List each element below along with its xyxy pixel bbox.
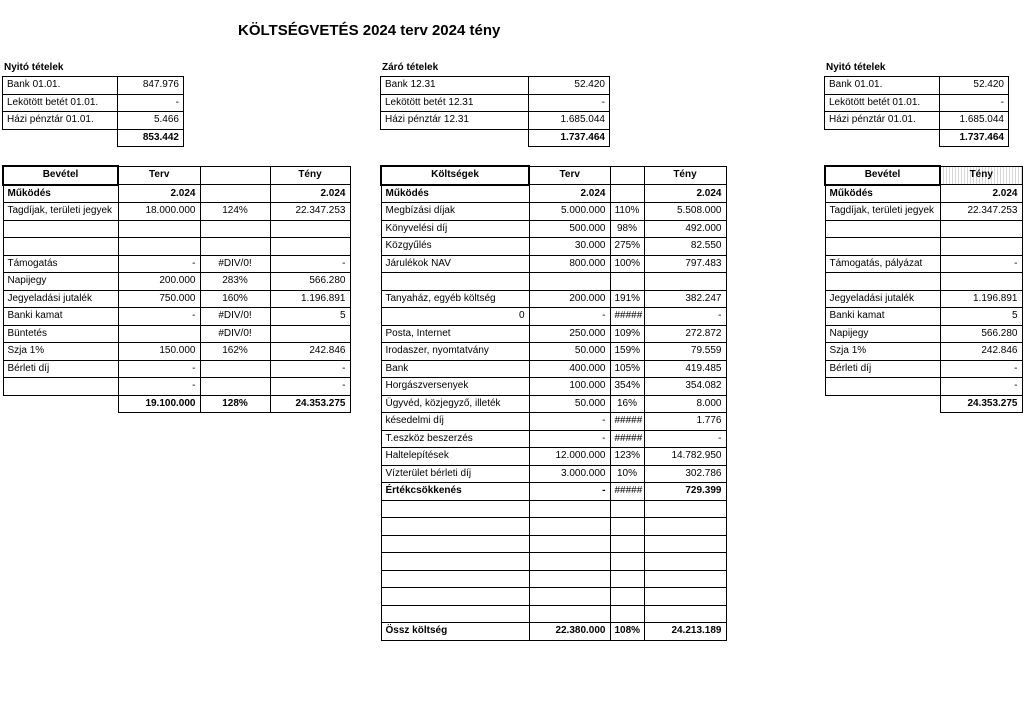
income-total-actual: 24.353.275 — [270, 395, 350, 413]
income-name: Működés — [3, 185, 118, 203]
income-right-row — [825, 220, 1022, 238]
cost-row — [381, 308, 726, 326]
income-name: Bérleti díj — [3, 360, 118, 378]
cost-pct: 191% — [610, 290, 644, 308]
income-actual: - — [270, 378, 350, 396]
cost-plan: 250.000 — [529, 325, 610, 343]
income-total-plan: 19.100.000 — [118, 395, 200, 413]
income-plan — [118, 238, 200, 256]
header-costs: Költségek — [381, 166, 529, 185]
income-pct: #DIV/0! — [200, 308, 270, 326]
cost-plan — [529, 570, 610, 588]
cost-actual: 354.082 — [644, 378, 726, 396]
cost-pct: 110% — [610, 203, 644, 221]
income-name — [3, 220, 118, 238]
balance-name: Bank 12.31 — [381, 77, 529, 95]
income-pct: 162% — [200, 343, 270, 361]
income-actual: - — [270, 255, 350, 273]
header-income: Bevétel — [3, 166, 118, 185]
income-name: Jegyeladási jutalék — [825, 290, 940, 308]
income-actual: 2.024 — [270, 185, 350, 203]
cost-total-row — [381, 623, 726, 641]
cost-plan: 2.024 — [529, 185, 610, 203]
income-right-row — [825, 273, 1022, 291]
cost-plan: 50.000 — [529, 343, 610, 361]
income-name: Napijegy — [3, 273, 118, 291]
cost-pct: 105% — [610, 360, 644, 378]
closing-label: Záró tételek — [382, 62, 439, 73]
income-pct: 283% — [200, 273, 270, 291]
income-row — [3, 273, 350, 291]
header-row — [3, 166, 350, 185]
cost-actual: 492.000 — [644, 220, 726, 238]
cost-name: Tanyaház, egyéb költség — [381, 290, 529, 308]
cost-name — [381, 273, 529, 291]
income-actual: 2.024 — [940, 185, 1022, 203]
cost-row — [381, 553, 726, 571]
income-name: Banki kamat — [825, 308, 940, 326]
cost-pct — [610, 185, 644, 203]
balance-value: 5.466 — [118, 112, 184, 130]
empty-cell — [3, 129, 118, 147]
cost-plan: - — [529, 308, 610, 326]
income-pct: #DIV/0! — [200, 255, 270, 273]
income-row — [3, 378, 350, 396]
cost-pct: 16% — [610, 395, 644, 413]
cost-actual — [644, 273, 726, 291]
income-actual — [940, 238, 1022, 256]
header-actual: Tény — [940, 166, 1022, 185]
income-name: Büntetés — [3, 325, 118, 343]
cost-row — [381, 378, 726, 396]
stray-zero: 0 — [381, 308, 529, 326]
cost-plan — [529, 553, 610, 571]
cost-pct: ##### — [610, 413, 644, 431]
income-pct — [200, 185, 270, 203]
income-name — [825, 220, 940, 238]
income-name: Banki kamat — [3, 308, 118, 326]
header-pct — [610, 166, 644, 185]
cost-row — [381, 500, 726, 518]
income-actual — [940, 273, 1022, 291]
balance-value: 1.685.044 — [529, 112, 610, 130]
cost-actual: 14.782.950 — [644, 448, 726, 466]
cost-pct — [610, 570, 644, 588]
income-actual: - — [940, 360, 1022, 378]
cost-row — [381, 588, 726, 606]
cost-actual: - — [644, 308, 726, 326]
cost-plan: 100.000 — [529, 378, 610, 396]
balance-total: 853.442 — [118, 129, 184, 147]
balance-total: 1.737.464 — [940, 129, 1009, 147]
income-name: Támogatás, pályázat — [825, 255, 940, 273]
opening-label-left: Nyitó tételek — [4, 62, 64, 73]
balance-value: - — [529, 94, 610, 112]
income-name — [3, 238, 118, 256]
income-right-row — [825, 360, 1022, 378]
cost-row — [381, 203, 726, 221]
cost-name: késedelmi díj — [381, 413, 529, 431]
cost-actual: 1.776 — [644, 413, 726, 431]
cost-plan: 800.000 — [529, 255, 610, 273]
cost-name — [381, 518, 529, 536]
header-plan: Terv — [529, 166, 610, 185]
income-actual: 22.347.253 — [270, 203, 350, 221]
cost-name: Megbízási díjak — [381, 203, 529, 221]
cost-plan: 5.000.000 — [529, 203, 610, 221]
balance-name: Házi pénztár 01.01. — [3, 112, 118, 130]
cost-pct — [610, 553, 644, 571]
cost-pct: 98% — [610, 220, 644, 238]
closing-table — [380, 76, 610, 147]
cost-plan — [529, 535, 610, 553]
income-plan: 2.024 — [118, 185, 200, 203]
income-row — [3, 325, 350, 343]
income-row — [3, 220, 350, 238]
cost-name — [381, 535, 529, 553]
cost-row — [381, 518, 726, 536]
income-plan: - — [118, 308, 200, 326]
balance-name: Házi pénztár 12.31 — [381, 112, 529, 130]
cost-name — [381, 553, 529, 571]
balance-value: 847.976 — [118, 77, 184, 95]
cost-pct — [610, 518, 644, 536]
income-actual — [270, 220, 350, 238]
income-actual — [270, 325, 350, 343]
cost-plan: - — [529, 413, 610, 431]
income-row — [3, 290, 350, 308]
cost-actual: 302.786 — [644, 465, 726, 483]
cost-plan: 12.000.000 — [529, 448, 610, 466]
income-name — [825, 378, 940, 396]
cost-plan — [529, 605, 610, 623]
income-actual: 242.846 — [940, 343, 1022, 361]
balance-value: 52.420 — [940, 77, 1009, 95]
income-plan — [118, 325, 200, 343]
balance-total: 1.737.464 — [529, 129, 610, 147]
balance-row — [3, 77, 184, 95]
income-row — [3, 255, 350, 273]
cost-total-pct: 108% — [610, 623, 644, 641]
income-plan: - — [118, 378, 200, 396]
balance-value: 52.420 — [529, 77, 610, 95]
cost-name: Ügyvéd, közjegyző, illeték — [381, 395, 529, 413]
income-pct: #DIV/0! — [200, 325, 270, 343]
cost-pct: 275% — [610, 238, 644, 256]
cost-row — [381, 483, 726, 501]
income-name — [825, 273, 940, 291]
income-name — [3, 378, 118, 396]
income-row — [3, 238, 350, 256]
cost-pct — [610, 535, 644, 553]
income-right-total-row — [825, 395, 1022, 413]
income-actual: 1.196.891 — [940, 290, 1022, 308]
income-right-total: 24.353.275 — [940, 395, 1022, 413]
cost-row — [381, 325, 726, 343]
balance-row — [825, 77, 1009, 95]
income-name: Szja 1% — [825, 343, 940, 361]
cost-pct — [610, 605, 644, 623]
income-row — [3, 185, 350, 203]
cost-actual: - — [644, 430, 726, 448]
balance-row — [3, 94, 184, 112]
cost-actual: 82.550 — [644, 238, 726, 256]
balance-total-row — [381, 129, 610, 147]
cost-row — [381, 185, 726, 203]
cost-actual — [644, 588, 726, 606]
cost-plan: - — [529, 430, 610, 448]
page-title: KÖLTSÉGVETÉS 2024 terv 2024 tény — [238, 22, 501, 39]
cost-plan — [529, 518, 610, 536]
balance-value: - — [118, 94, 184, 112]
income-right-row — [825, 378, 1022, 396]
income-pct: 160% — [200, 290, 270, 308]
header-row — [381, 166, 726, 185]
income-plan: 18.000.000 — [118, 203, 200, 221]
income-right-row — [825, 185, 1022, 203]
income-actual: 566.280 — [270, 273, 350, 291]
income-name: Tagdíjak, területi jegyek — [825, 203, 940, 221]
income-actual: 22.347.253 — [940, 203, 1022, 221]
empty-cell — [825, 129, 940, 147]
balance-name: Lekötött betét 12.31 — [381, 94, 529, 112]
cost-pct — [610, 273, 644, 291]
income-right-row — [825, 203, 1022, 221]
cost-actual: 5.508.000 — [644, 203, 726, 221]
balance-name: Lekötött betét 01.01. — [3, 94, 118, 112]
income-right-row — [825, 238, 1022, 256]
cost-actual — [644, 570, 726, 588]
income-plan: 200.000 — [118, 273, 200, 291]
empty-cell — [381, 129, 529, 147]
income-row — [3, 308, 350, 326]
cost-total-actual: 24.213.189 — [644, 623, 726, 641]
cost-row — [381, 273, 726, 291]
income-name: Jegyeladási jutalék — [3, 290, 118, 308]
cost-name: Értékcsökkenés — [381, 483, 529, 501]
income-row — [3, 343, 350, 361]
cost-row — [381, 395, 726, 413]
cost-actual: 419.485 — [644, 360, 726, 378]
cost-pct: 100% — [610, 255, 644, 273]
cost-name: Vízterület bérleti díj — [381, 465, 529, 483]
header-row — [825, 166, 1022, 185]
income-pct — [200, 360, 270, 378]
cost-actual: 729.399 — [644, 483, 726, 501]
cost-name: Haltelepítések — [381, 448, 529, 466]
income-plan: - — [118, 360, 200, 378]
cost-plan: 400.000 — [529, 360, 610, 378]
cost-row — [381, 290, 726, 308]
balance-row — [3, 112, 184, 130]
cost-row — [381, 220, 726, 238]
cost-total-plan: 22.380.000 — [529, 623, 610, 641]
income-row — [3, 360, 350, 378]
income-plan: 150.000 — [118, 343, 200, 361]
income-right-row — [825, 308, 1022, 326]
cost-row — [381, 570, 726, 588]
cost-pct: 159% — [610, 343, 644, 361]
income-row — [3, 203, 350, 221]
income-actual: - — [940, 378, 1022, 396]
cost-name: Működés — [381, 185, 529, 203]
cost-name: Könyvelési díj — [381, 220, 529, 238]
cost-pct: 10% — [610, 465, 644, 483]
balance-row — [381, 94, 610, 112]
income-actual — [270, 238, 350, 256]
cost-actual — [644, 535, 726, 553]
cost-name: Posta, Internet — [381, 325, 529, 343]
opening-table-right — [824, 76, 1009, 147]
cost-row — [381, 448, 726, 466]
costs-table — [380, 165, 727, 641]
income-right-row — [825, 325, 1022, 343]
income-pct: 124% — [200, 203, 270, 221]
cost-plan — [529, 588, 610, 606]
cost-name: Járulékok NAV — [381, 255, 529, 273]
empty-cell — [3, 395, 118, 413]
income-actual: - — [940, 255, 1022, 273]
cost-plan: 200.000 — [529, 290, 610, 308]
cost-row — [381, 413, 726, 431]
balance-row — [381, 77, 610, 95]
cost-pct: 109% — [610, 325, 644, 343]
balance-name: Bank 01.01. — [825, 77, 940, 95]
cost-actual — [644, 500, 726, 518]
cost-plan: - — [529, 483, 610, 501]
income-name — [825, 238, 940, 256]
cost-name: Közgyűlés — [381, 238, 529, 256]
cost-name: Irodaszer, nyomtatvány — [381, 343, 529, 361]
cost-pct — [610, 588, 644, 606]
income-actual — [940, 220, 1022, 238]
balance-row — [381, 112, 610, 130]
income-plan: 750.000 — [118, 290, 200, 308]
cost-row — [381, 360, 726, 378]
income-right-row — [825, 255, 1022, 273]
income-actual: - — [270, 360, 350, 378]
income-name: Tagdíjak, területi jegyek — [3, 203, 118, 221]
balance-total-row — [3, 129, 184, 147]
cost-name — [381, 588, 529, 606]
cost-row — [381, 605, 726, 623]
income-table — [2, 165, 351, 413]
income-actual: 242.846 — [270, 343, 350, 361]
cost-actual: 79.559 — [644, 343, 726, 361]
income-plan: - — [118, 255, 200, 273]
cost-name — [381, 570, 529, 588]
cost-row — [381, 255, 726, 273]
cost-actual — [644, 518, 726, 536]
cost-row — [381, 535, 726, 553]
cost-pct — [610, 500, 644, 518]
cost-total-name: Össz költség — [381, 623, 529, 641]
cost-name: Horgászversenyek — [381, 378, 529, 396]
header-actual: Tény — [644, 166, 726, 185]
cost-name: T.eszköz beszerzés — [381, 430, 529, 448]
cost-plan: 50.000 — [529, 395, 610, 413]
balance-name: Házi pénztár 01.01. — [825, 112, 940, 130]
cost-row — [381, 465, 726, 483]
cost-row — [381, 343, 726, 361]
balance-row — [825, 94, 1009, 112]
cost-row — [381, 238, 726, 256]
income-total-pct: 128% — [200, 395, 270, 413]
income-total-row — [3, 395, 350, 413]
balance-row — [825, 112, 1009, 130]
header-actual: Tény — [270, 166, 350, 185]
cost-actual: 272.872 — [644, 325, 726, 343]
income-actual: 5 — [270, 308, 350, 326]
income-name: Működés — [825, 185, 940, 203]
income-right-row — [825, 343, 1022, 361]
header-pct — [200, 166, 270, 185]
balance-total-row — [825, 129, 1009, 147]
cost-actual: 2.024 — [644, 185, 726, 203]
cost-name — [381, 605, 529, 623]
cost-plan — [529, 500, 610, 518]
income-right-row — [825, 290, 1022, 308]
income-pct — [200, 220, 270, 238]
income-actual: 1.196.891 — [270, 290, 350, 308]
income-pct — [200, 378, 270, 396]
cost-pct: 123% — [610, 448, 644, 466]
opening-label-right: Nyitó tételek — [826, 62, 886, 73]
cost-plan — [529, 273, 610, 291]
cost-pct: ##### — [610, 430, 644, 448]
cost-actual: 797.483 — [644, 255, 726, 273]
balance-name: Lekötött betét 01.01. — [825, 94, 940, 112]
empty-cell — [825, 395, 940, 413]
cost-row — [381, 430, 726, 448]
cost-pct: ##### — [610, 483, 644, 501]
income-plan — [118, 220, 200, 238]
cost-plan: 3.000.000 — [529, 465, 610, 483]
cost-plan: 500.000 — [529, 220, 610, 238]
opening-table-left — [2, 76, 184, 147]
cost-name — [381, 500, 529, 518]
cost-name: Bank — [381, 360, 529, 378]
income-actual: 5 — [940, 308, 1022, 326]
cost-actual: 8.000 — [644, 395, 726, 413]
income-name: Támogatás — [3, 255, 118, 273]
income-name: Bérleti díj — [825, 360, 940, 378]
cost-actual — [644, 605, 726, 623]
balance-name: Bank 01.01. — [3, 77, 118, 95]
income-name: Napijegy — [825, 325, 940, 343]
cost-pct: 354% — [610, 378, 644, 396]
income-table-right — [824, 165, 1023, 413]
cost-plan: 30.000 — [529, 238, 610, 256]
balance-value: 1.685.044 — [940, 112, 1009, 130]
cost-actual: 382.247 — [644, 290, 726, 308]
cost-actual — [644, 553, 726, 571]
income-actual: 566.280 — [940, 325, 1022, 343]
income-name: Szja 1% — [3, 343, 118, 361]
balance-value: - — [940, 94, 1009, 112]
cost-pct: ##### — [610, 308, 644, 326]
income-pct — [200, 238, 270, 256]
header-plan: Terv — [118, 166, 200, 185]
header-income: Bevétel — [825, 166, 940, 185]
